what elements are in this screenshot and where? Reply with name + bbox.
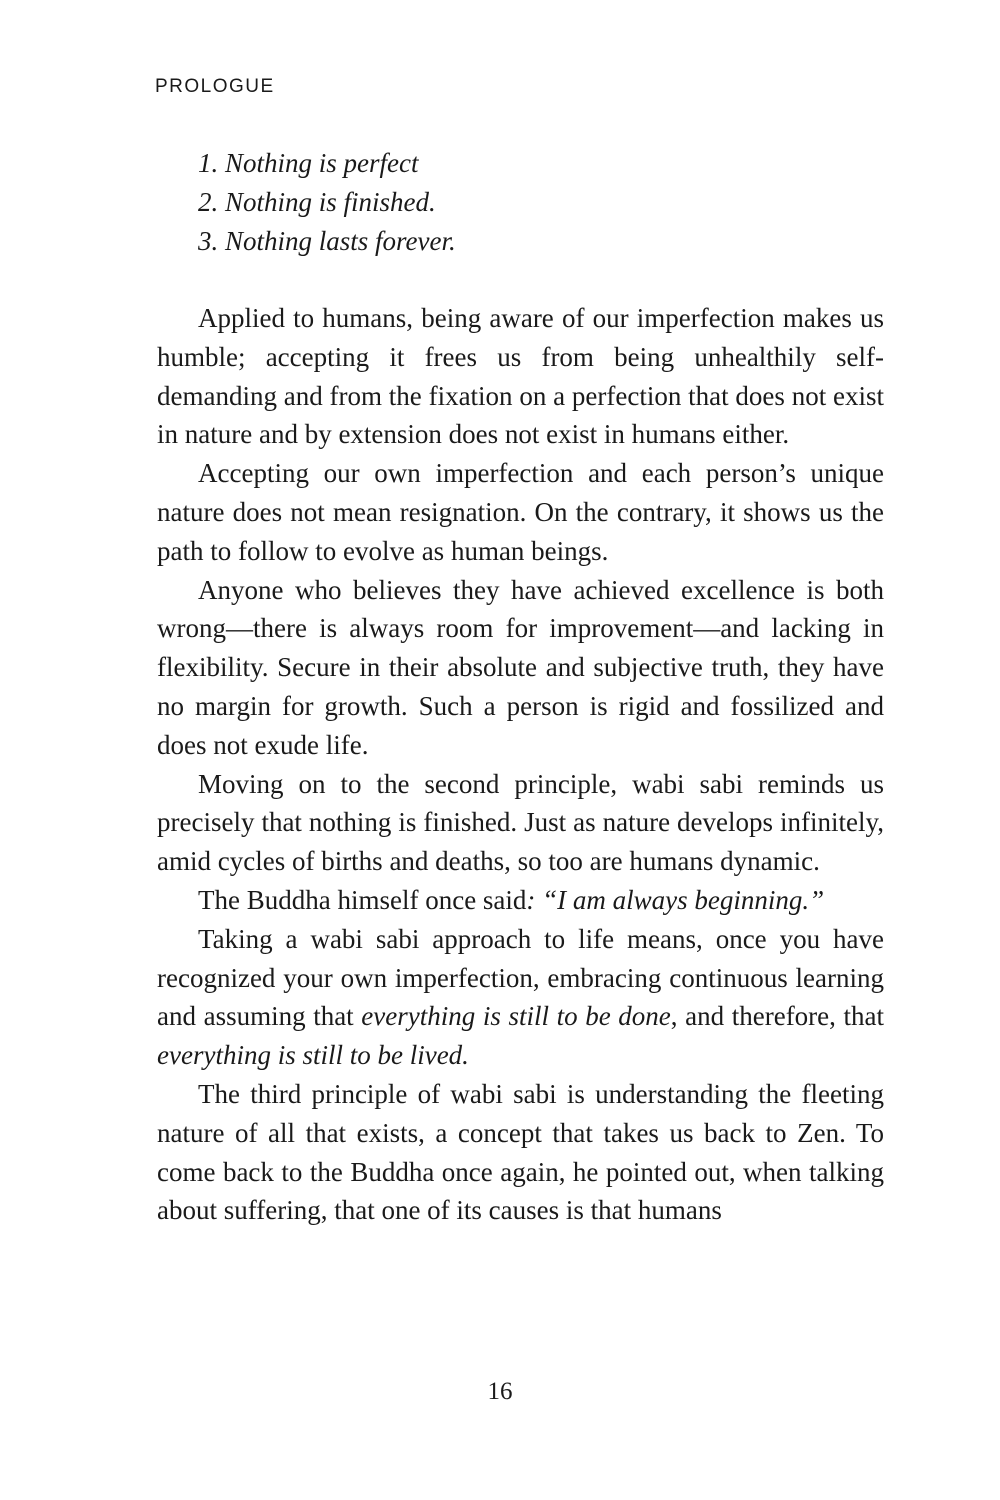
paragraph <box>157 920 884 1075</box>
paragraph <box>157 881 884 920</box>
principles-list <box>198 144 456 261</box>
paragraph: The third principle of wabi sabi is understanding the fleeting nature of all that exists, a concept that takes us back to Zen. To come back to the Buddha once again, he pointed out, when talking about suffering, that one of its causes is that humans <box>157 1078 884 1226</box>
body-text <box>157 299 884 1230</box>
paragraph: Anyone who believes they have achieved excellence is both wrong—there is always room for improvement—and lacking in flexibility. Secure in their absolute and subjective truth, they have no margin for growth. Such a person is rigid and fossilized and does not exude life. <box>157 574 884 760</box>
paragraph: Moving on to the second principle, wabi sabi reminds us precisely that nothing is finished. Just as nature develops infinitely, amid cycles of births and deaths, so too are humans dynamic. <box>157 768 884 877</box>
buddha-quote: : “I am always beginning.” <box>526 884 825 915</box>
emphasis: everything is still to be done <box>361 1001 671 1032</box>
paragraph-text: The Buddha himself once said <box>198 884 527 915</box>
principle-item: 2. Nothing is finished. <box>198 187 436 217</box>
running-head: PROLOGUE <box>155 76 275 97</box>
paragraph: Accepting our own imperfection and each person’s unique nature does not mean resignation. On the contrary, it shows us the path to follow to evolve as human beings. <box>157 458 884 566</box>
page-number: 16 <box>487 1378 513 1405</box>
paragraph: Applied to humans, being aware of our imperfection makes us humble; accepting it frees us from being unhealthily self-demanding and from the fixation on a perfection that does not exist in nature and by extension does not exist in humans either. <box>157 303 884 450</box>
principle-item: 3. Nothing lasts forever. <box>198 226 456 256</box>
paragraph-text: Taking a wabi sabi approach to life means, once you have recognized your own imperfection, embracing continuous learning and assuming that <box>157 923 884 1032</box>
emphasis: everything is still to be lived. <box>157 1040 469 1071</box>
principle-item: 1. Nothing is perfect <box>198 148 419 178</box>
paragraph-text: , and therefore, that <box>670 1001 884 1032</box>
